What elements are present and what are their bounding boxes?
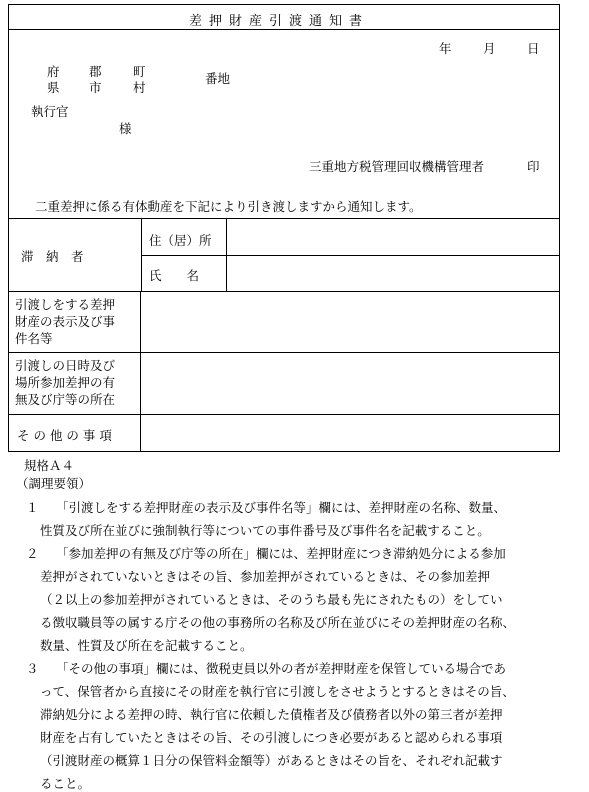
address-mura: 村 bbox=[133, 80, 146, 95]
instructions-heading: （調理要領） bbox=[16, 476, 92, 491]
notice-form bbox=[8, 4, 560, 452]
address-label: 住（居）所 bbox=[149, 233, 212, 248]
form-title: 差押財産引渡通知書 bbox=[189, 14, 370, 29]
name-label: 氏 名 bbox=[149, 268, 200, 283]
datetime-label-line-2: 場所参加差押の有 bbox=[15, 375, 116, 390]
lower-label-divider bbox=[140, 291, 141, 452]
note-3-number: ３ bbox=[26, 661, 39, 676]
address-gun: 郡 bbox=[89, 64, 102, 79]
table-top-line bbox=[9, 218, 559, 219]
paper-size: 規格Ａ４ bbox=[24, 458, 75, 473]
item-label-line-3: 件名等 bbox=[15, 331, 53, 346]
note-3-line-2: って、保管者から直接にその財産を執行官に引渡しをさせようとするときはその旨、 bbox=[40, 684, 515, 699]
sender-name: 三重地方税管理回収機構管理者 bbox=[309, 159, 485, 174]
taino-label: 滞 納 者 bbox=[21, 249, 84, 264]
item-bottom-line bbox=[9, 352, 559, 353]
other-label: そ の 他 の 事 項 bbox=[17, 428, 112, 443]
note-2-line-1: 「参加差押の有無及び庁等の所在」欄には、差押財産につき滞納処分による参加 bbox=[56, 546, 506, 561]
note-3-line-3: 滞納処分による差押の時、執行官に依頼した債権者及び債務者以外の第三者が差押 bbox=[40, 707, 503, 722]
date-month: 月 bbox=[483, 41, 496, 56]
note-2-line-3: （２以上の参加差押がされているときは、そのうち最も先にされたもの）をしてい bbox=[40, 592, 503, 607]
note-3-line-1: 「その他の事項」欄には、徴税吏員以外の者が差押財産を保管している場合であ bbox=[56, 661, 507, 676]
note-1-number: １ bbox=[26, 500, 39, 515]
address-banchi: 番地 bbox=[205, 71, 231, 86]
note-3-line-5: （引渡財産の概算１日分の保管料金額等）があるときはその旨を、それぞれ記載す bbox=[40, 753, 503, 768]
note-2-line-2: 差押がされていないときはその旨、参加差押がされているときは、その参加差押 bbox=[40, 569, 491, 584]
item-label-line-1: 引渡しをする差押 bbox=[15, 297, 116, 312]
note-3-line-6: ること。 bbox=[40, 776, 91, 791]
address-fu: 府 bbox=[47, 64, 60, 79]
seal-mark: 印 bbox=[527, 159, 540, 174]
recipient-title: 執行官 bbox=[31, 104, 69, 119]
note-2-line-4: る徴収職員等の属する庁その他の事務所の名称及び所在並びにその差押財産の名称、 bbox=[40, 615, 516, 630]
note-1-line-2: 性質及び所在並びに強制執行等についての事件番号及び事件名を記載すること。 bbox=[40, 523, 490, 538]
note-1-line-1: 「引渡しをする差押財産の表示及び事件名等」欄には、差押財産の名称、数量、 bbox=[56, 500, 507, 515]
date-year: 年 bbox=[439, 41, 452, 56]
date-day: 日 bbox=[527, 41, 540, 56]
address-ken: 県 bbox=[47, 80, 60, 95]
taino-bottom-line bbox=[9, 291, 559, 292]
recipient-suffix: 様 bbox=[119, 121, 132, 136]
note-2-line-5: 数量、性質及び所在を記載すること。 bbox=[40, 638, 253, 653]
datetime-label-line-1: 引渡しの日時及び bbox=[15, 358, 116, 373]
note-2-number: ２ bbox=[26, 546, 39, 561]
address-shi: 市 bbox=[89, 80, 102, 95]
note-3-line-4: 財産を占有していたときはその旨、その引渡しにつき必要があると認められる事項 bbox=[40, 730, 503, 745]
item-label-line-2: 財産の表示及び事 bbox=[15, 314, 116, 329]
datetime-label-line-3: 無及び庁等の所在 bbox=[15, 392, 116, 407]
datetime-bottom-line bbox=[9, 414, 559, 415]
title-divider bbox=[9, 29, 559, 30]
address-machi: 町 bbox=[133, 64, 146, 79]
notice-text: 二重差押に係る有体動産を下記により引き渡しますから通知します。 bbox=[35, 199, 422, 214]
address-name-divider bbox=[141, 255, 559, 256]
